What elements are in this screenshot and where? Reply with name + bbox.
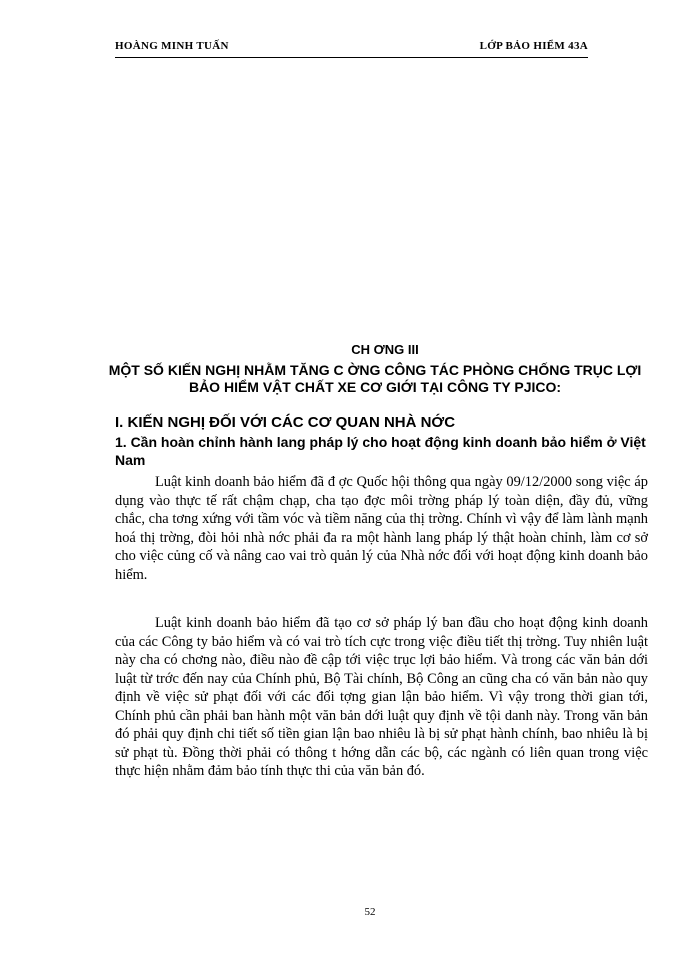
page-number: 52	[364, 906, 376, 918]
header-class: LỚP BẢO HIỂM 43A	[479, 40, 588, 52]
body-paragraph-1: Luật kinh doanh bảo hiểm đã đ ợc Quốc hội thông qua ngày 09/12/2000 song việc áp dụng vào thực tế rất chậm chạp, cha tạo đợc môi trờng pháp lý toàn diện, đầy đủ, vững chắc, cha tơng xứng với tầm vóc và tiềm năng của thị trờng. Chính vì vậy để làm lành mạnh hoá thị trờng, đòi hỏi nhà nớc phải đa ra một hành lang pháp lý thật hoàn chỉnh, làm cơ sở cho việc củng cố và nâng cao vai trò quản lý của Nhà nớc đối với hoạt động kinh doanh bảo hiểm.	[115, 474, 648, 583]
subsection-heading: 1. Cần hoàn chỉnh hành lang pháp lý cho hoạt động kinh doanh bảo hiểm ở Việt Nam	[115, 434, 646, 468]
chapter-label: CH ƠNG III	[351, 342, 419, 357]
body-paragraph-2: Luật kinh doanh bảo hiểm đã tạo cơ sở pháp lý ban đầu cho hoạt động kinh doanh của các Công ty bảo hiểm và có vai trò tích cực trong việc điều tiết thị trờng. Tuy nhiên luật này cha có chơng nào, điều nào đề cập tới việc trục lợi bảo hiểm. Và trong các văn bản dới luật từ trớc đến nay của Chính phủ, Bộ Tài chính, Bộ Công an cũng cha có văn bản nào quy định về việc sử phạt đối với các đối tợng gian lận bảo hiểm. Vì vậy trong thời gian tới, Chính phủ cần phải ban hành một văn bản dới luật quy định về tội danh này. Trong văn bản đó phải quy định chi tiết số tiền gian lận bao nhiêu là bị sử phạt hành chính, bao nhiêu là bị sử phạt tù. Đồng thời phải có thông t hớng dẫn các bộ, các ngành có liên quan trong việc thực hiện nhằm đảm bảo tính thực thi của văn bản đó.	[115, 615, 648, 779]
section-heading: I. KIẾN NGHỊ ĐỐI VỚI CÁC CƠ QUAN NHÀ NỚC	[115, 414, 456, 431]
page-header	[115, 40, 588, 60]
chapter-block	[100, 342, 650, 396]
chapter-title: MỘT SỐ KIẾN NGHỊ NHẰM TĂNG C ỜNG CÔNG TÁC PHÒNG CHỐNG TRỤC LỢI BẢO HIỂM VẬT CHẤT XE CƠ GIỚI TẠI CÔNG TY PJICO:	[108, 362, 642, 395]
header-author: HOÀNG MINH TUẤN	[115, 40, 229, 52]
header-rule	[115, 57, 588, 58]
